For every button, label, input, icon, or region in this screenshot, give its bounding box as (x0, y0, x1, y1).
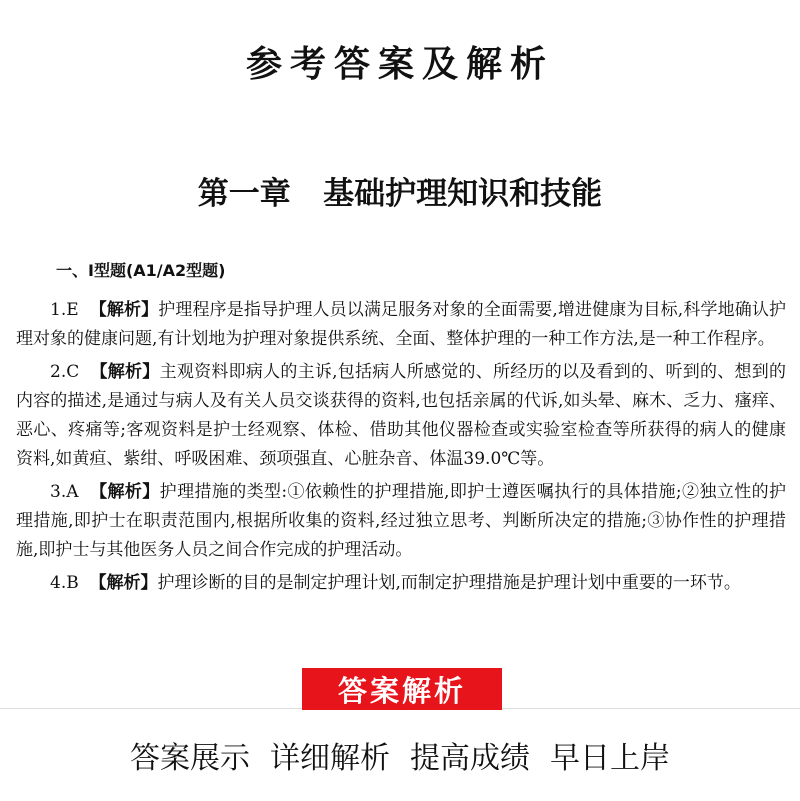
answer-text: 护理措施的类型:①依赖性的护理措施,即护士遵医嘱执行的具体措施;②独立性的护理措施,即护士在职责范围内,根据所收集的资料,经过独立思考、判断所决定的措施;③协作性的护理措施,即护士与其他医务人员之间合作完成的护理活动。 (16, 482, 786, 560)
answer-number: 4.B (50, 573, 79, 593)
analysis-tag: 【解析】 (90, 482, 160, 502)
answer-number: 2.C (50, 362, 80, 382)
analysis-tag: 【解析】 (90, 362, 160, 382)
answer-text: 护理诊断的目的是制定护理计划,而制定护理措施是护理计划中重要的一环节。 (157, 573, 741, 593)
answer-number: 3.A (50, 482, 79, 502)
analysis-tag: 【解析】 (89, 573, 158, 593)
answer-item (16, 569, 786, 598)
answer-item (16, 478, 786, 565)
footer-item: 早日上岸 (550, 741, 670, 776)
answer-text: 主观资料即病人的主诉,包括病人所感觉的、所经历的以及看到的、听到的、想到的内容的描述,是通过与病人及有关人员交谈获得的资料,也包括亲属的代诉,如头晕、麻木、乏力、瘙痒、恶心、疼痛等;客观资料是护士经观察、体检、借助其他仪器检查或实验室检查等所获得的病人的健康资料,如黄疸、紫绀、呼吸困难、颈项强直、心脏杂音、体温39.0℃等。 (16, 362, 786, 469)
answer-analysis-banner: 答案解析 (302, 668, 502, 710)
page-title: 参考答案及解析 (245, 44, 554, 85)
footer-item: 提高成绩 (410, 741, 530, 776)
footer-item: 详细解析 (270, 741, 390, 776)
section-heading: 一、Ⅰ型题(A1/A2型题) (56, 261, 226, 280)
answer-item (16, 358, 786, 474)
footer-slogan (0, 708, 800, 801)
analysis-tag: 【解析】 (89, 300, 159, 320)
answer-number: 1.E (50, 300, 79, 320)
chapter-title: 第一章 基础护理知识和技能 (197, 176, 603, 212)
footer-item: 答案展示 (130, 741, 250, 776)
answer-text: 护理程序是指导护理人员以满足服务对象的全面需要,增进健康为目标,科学地确认护理对象的健康问题,有计划地为护理对象提供系统、全面、整体护理的一种工作方法,是一种工作程序。 (16, 300, 786, 349)
answer-list (16, 296, 786, 688)
answer-item (16, 296, 786, 354)
